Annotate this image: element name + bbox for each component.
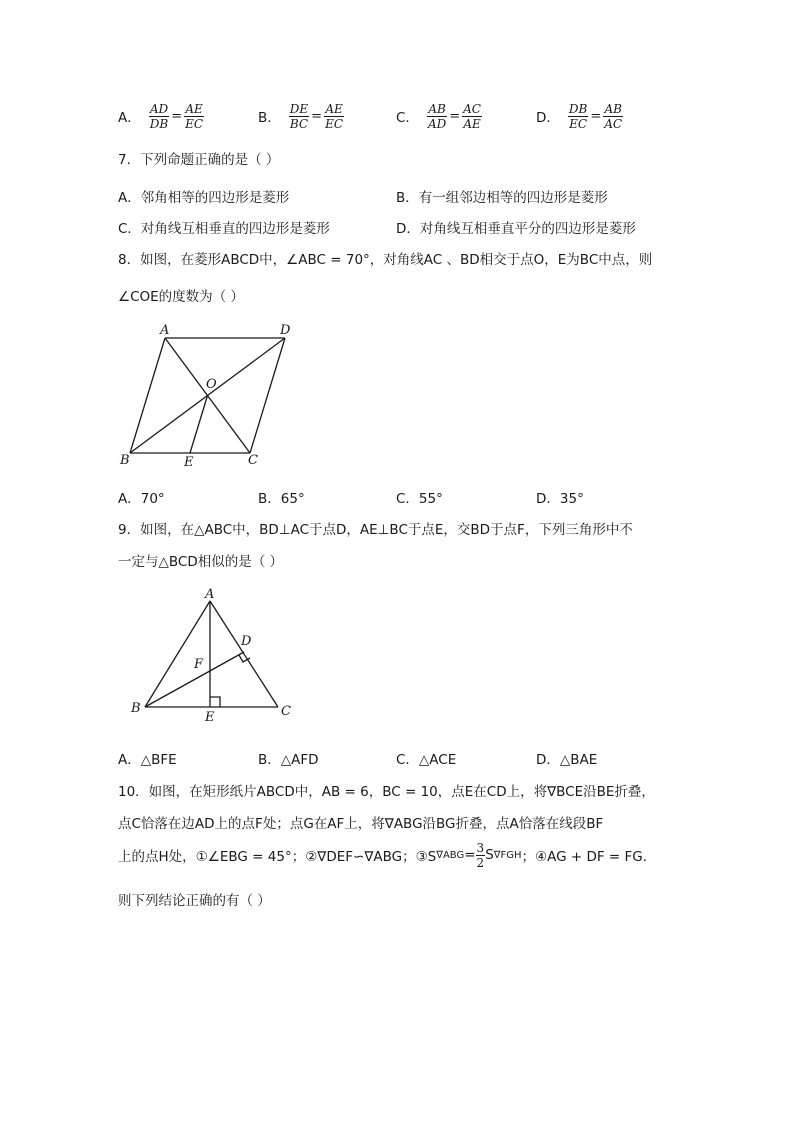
- q6-right-den: AE: [463, 116, 481, 131]
- q6-option-b[interactable]: [258, 98, 344, 134]
- q9-option-c[interactable]: C．△ACE: [396, 752, 457, 768]
- q9-option-d[interactable]: D．△BAE: [536, 752, 598, 768]
- q6-left-den: DB: [149, 116, 169, 131]
- q10-fraction-den: 2: [476, 855, 485, 870]
- q10-line4: 则下列结论正确的有（ ）: [118, 893, 271, 909]
- q8-option-b[interactable]: B．65°: [258, 491, 305, 507]
- q6-right-num: AE: [185, 101, 203, 116]
- q10-line3-part-a: 上的点H处，①∠EBG = 45°；②∇DEF∽∇ABG；③S: [118, 849, 437, 865]
- label-e: E: [184, 455, 194, 470]
- label-c: C: [248, 453, 258, 468]
- q6-left-fraction: [568, 102, 588, 131]
- label-b: B: [120, 453, 130, 468]
- q8-stem-line2: ∠COE的度数为（ ）: [118, 289, 244, 305]
- q6-option-c[interactable]: [396, 98, 482, 134]
- q6-right-fraction: [462, 102, 482, 131]
- q9-option-b[interactable]: B．△AFD: [258, 752, 319, 768]
- q7-option-d[interactable]: D．对角线互相垂直平分的四边形是菱形: [396, 221, 636, 237]
- q6-right-den: EC: [185, 116, 204, 131]
- triangle-figure: [126, 584, 306, 726]
- q8-option-a[interactable]: A．70°: [118, 491, 165, 507]
- q6-equals-sign: =: [311, 108, 323, 124]
- q6-option-label: D．: [536, 110, 560, 126]
- q10-fraction: [476, 841, 486, 870]
- label-c: C: [281, 704, 291, 719]
- q6-left-den: AD: [427, 116, 447, 131]
- rhombus-side-ab: [130, 338, 165, 453]
- q9-stem-line1: 9．如图，在△ABC中，BD⊥AC于点D，AE⊥BC于点E，交BD于点F，下列三角形中不: [118, 522, 633, 538]
- q6-equals-sign: =: [449, 108, 461, 124]
- side-ac: [210, 601, 278, 707]
- q6-left-num: DE: [289, 101, 309, 116]
- label-d: D: [241, 634, 252, 649]
- q6-left-num: DB: [568, 101, 588, 116]
- q9-option-a[interactable]: A．△BFE: [118, 752, 177, 768]
- label-d: D: [280, 323, 291, 338]
- q7-option-b[interactable]: B．有一组邻边相等的四边形是菱形: [396, 190, 608, 206]
- q6-left-fraction: [289, 102, 309, 131]
- q10-eq-sign: =: [464, 847, 476, 863]
- label-a: A: [205, 587, 215, 602]
- q6-right-num: AE: [325, 101, 343, 116]
- q6-right-den: AC: [604, 116, 623, 131]
- q6-equals-sign: =: [590, 108, 602, 124]
- label-f: F: [194, 657, 204, 672]
- q6-right-num: AC: [463, 101, 481, 116]
- side-ab: [145, 601, 210, 707]
- q10-line3: [118, 838, 647, 872]
- q6-option-a[interactable]: [118, 98, 204, 134]
- q6-option-label: C．: [396, 110, 419, 126]
- q6-left-fraction: [149, 102, 169, 131]
- q10-line3-part-c: ；④AG + DF = FG.: [521, 849, 648, 865]
- label-b: B: [131, 701, 141, 716]
- q6-left-num: AB: [428, 101, 446, 116]
- q6-equals-sign: =: [171, 108, 183, 124]
- q7-option-a[interactable]: A．邻角相等的四边形是菱形: [118, 190, 290, 206]
- q10-fraction-num: 3: [476, 840, 485, 855]
- q10-line1: 10．如图，在矩形纸片ABCD中，AB = 6，BC = 10，点E在CD上，将∇BCE沿BE折叠，: [118, 784, 655, 800]
- q6-options-row: [118, 98, 718, 134]
- q6-option-d[interactable]: [536, 98, 623, 134]
- q6-option-label: A．: [118, 110, 141, 126]
- q9-stem-line2: 一定与△BCD相似的是（ ）: [118, 554, 284, 570]
- label-o: O: [206, 377, 217, 392]
- q6-left-fraction: [427, 102, 447, 131]
- q8-option-c[interactable]: C．55°: [396, 491, 443, 507]
- q8-option-d[interactable]: D．35°: [536, 491, 584, 507]
- q6-right-fraction: [603, 102, 623, 131]
- segment-oe: [190, 396, 208, 454]
- label-a: A: [160, 323, 170, 338]
- rhombus-figure: [112, 318, 312, 476]
- q6-right-fraction: [324, 102, 344, 131]
- q6-right-fraction: [184, 102, 204, 131]
- q7-stem: 7．下列命题正确的是（ ）: [118, 152, 280, 168]
- q6-left-den: EC: [569, 116, 588, 131]
- label-e: E: [205, 710, 215, 725]
- q6-left-den: BC: [289, 116, 309, 131]
- q8-stem-line1: 8．如图，在菱形ABCD中，∠ABC = 70°，对角线AC 、BD相交于点O，E为BC中点，则: [118, 252, 653, 268]
- q6-left-num: AD: [149, 101, 169, 116]
- q10-sub-fgh: ∇FGH: [493, 849, 522, 861]
- q6-right-num: AB: [604, 101, 622, 116]
- right-angle-mark-e: [210, 697, 220, 707]
- q10-line3-part-b: S: [485, 847, 494, 863]
- q7-option-c[interactable]: C．对角线互相垂直的四边形是菱形: [118, 221, 330, 237]
- rhombus-side-dc: [250, 338, 285, 453]
- q10-line2: 点C恰落在边AD上的点F处；点G在AF上，将∇ABG沿BG折叠，点A恰落在线段BF: [118, 816, 604, 832]
- q6-right-den: EC: [325, 116, 344, 131]
- q10-sub-abg: ∇ABG: [436, 849, 465, 861]
- q6-option-label: B．: [258, 110, 281, 126]
